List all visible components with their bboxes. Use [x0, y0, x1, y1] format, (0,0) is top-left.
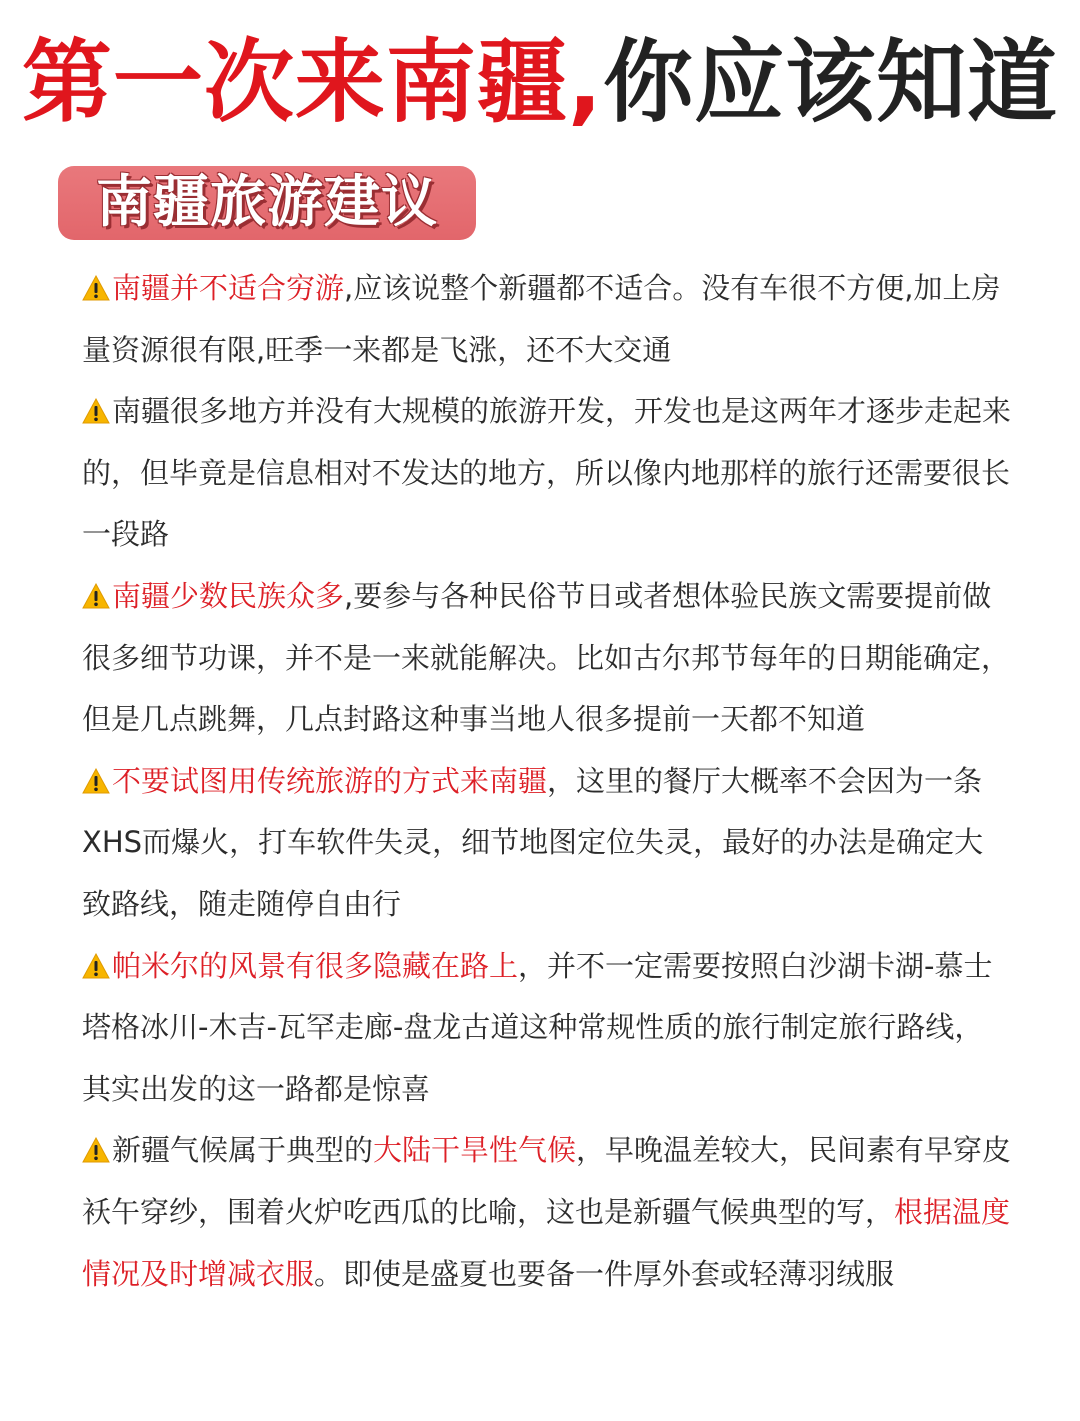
- tip-6-highlight-a: 大陆干旱性气候: [373, 1133, 577, 1168]
- warning-icon: [82, 261, 110, 287]
- tip-5-highlight: 帕米尔的风景有很多隐藏在路上: [112, 948, 519, 983]
- tip-3-highlight: 南疆少数民族众多: [112, 578, 345, 613]
- page-title: [0, 28, 1080, 138]
- tip-item: [82, 381, 1012, 566]
- tip-4-highlight: 不要试图用传统旅游的方式来南疆: [112, 763, 548, 798]
- tip-5-text: ，并不一定需要按照白沙湖卡湖-慕士塔格冰川-木吉-瓦罕走廊-盘龙古道这种常规性质的旅行制定旅行路线，其实出发的这一路都是惊喜: [82, 948, 993, 1106]
- tip-1-highlight: 南疆并不适合穷游: [112, 271, 345, 305]
- tip-3-text: ,要参与各种民俗节日或者想体验民族文需要提前做很多细节功课，并不是一来就能解决。比如古尔邦节每年的日期能确定，但是几点跳舞，几点封路这种事当地人很多提前一天都不知道: [82, 578, 1011, 737]
- section-badge-label: 南疆旅游建议: [96, 170, 438, 235]
- warning-icon: [82, 1123, 110, 1149]
- warning-icon: [82, 569, 110, 595]
- tip-item: [82, 936, 1012, 1121]
- tip-6-text-b: ，早晚温差较大，民间素有早穿皮袄午穿纱，围着火炉吃西瓜的比喻，这也是新疆气候典型的写，: [82, 1133, 1012, 1229]
- tip-4-text: ，这里的餐厅大概率不会因为一条XHS而爆火，打车软件失灵，细节地图定位失灵，最好的办法是确定大致路线，随走随停自由行: [82, 763, 984, 921]
- warning-icon: [82, 939, 110, 965]
- tip-item: [82, 566, 1012, 751]
- section-badge: [58, 166, 476, 240]
- tip-item: [82, 751, 1012, 936]
- warning-icon: [82, 384, 110, 410]
- tip-6-text-c: 。即使是盛夏也要备一件厚外套或轻薄羽绒服: [314, 1256, 895, 1291]
- tip-6-text-a: 新疆气候属于典型的: [112, 1133, 374, 1168]
- title-red-part: 第一次来南疆,: [21, 30, 604, 135]
- warning-icon: [82, 754, 110, 780]
- tip-item: [82, 1120, 1012, 1305]
- title-dark-part: 你应该知道: [603, 30, 1059, 135]
- tip-item: [82, 258, 1012, 381]
- tips-list: [82, 258, 1012, 1305]
- tip-2-text: 南疆很多地方并没有大规模的旅游开发，开发也是这两年才逐步走起来的，但毕竟是信息相对不发达的地方，所以像内地那样的旅行还需要很长一段路: [82, 394, 1012, 552]
- tip-1-text: ,应该说整个新疆都不适合。没有车很不方便,加上房量资源很有限,旺季一来都是飞涨，还不大交通: [82, 271, 1001, 367]
- tip-6-highlight-b: 根据温度情况及时增减衣服: [82, 1194, 1011, 1291]
